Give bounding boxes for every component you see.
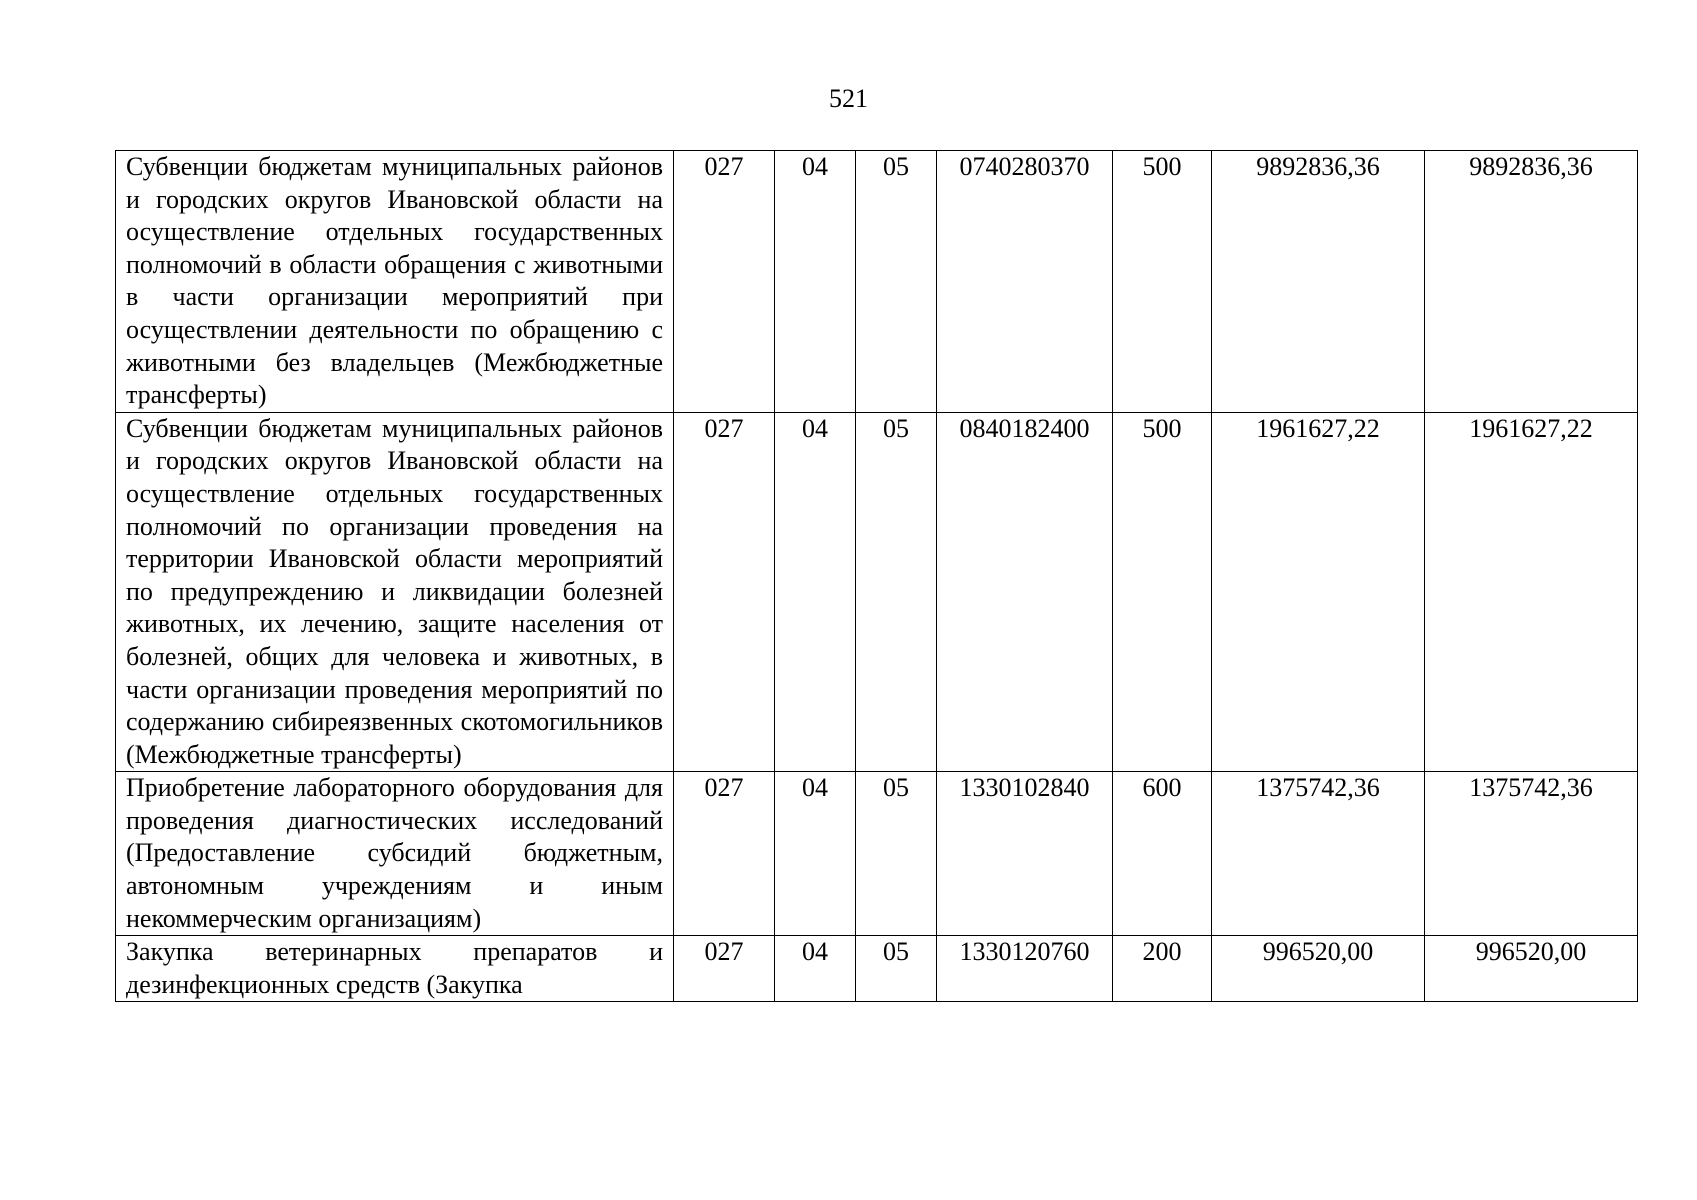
section-code: 04 [775, 772, 856, 936]
page-number: 521 [829, 84, 868, 113]
row-description: Приобретение лабораторного оборудования для проведения диагностических исследований (Предоставление субсидий бюджетным, автономным учреждениям и иным некоммерческим организациям) [116, 772, 674, 936]
section-code: 04 [775, 412, 856, 772]
amount-1: 1375742,36 [1212, 772, 1425, 936]
target-article-code: 0840182400 [937, 412, 1113, 772]
target-article-code: 1330102840 [937, 772, 1113, 936]
subsection-code: 05 [856, 772, 937, 936]
row-description: Закупка ветеринарных препаратов и дезинфекционных средств (Закупка [116, 936, 674, 1002]
subsection-code: 05 [856, 936, 937, 1002]
row-description: Субвенции бюджетам муниципальных районов и городских округов Ивановской области на осуществление отдельных государственных полномочий в области обращения с животными в части организации мероприятий при осуществлении деятельности по обращению с животными без владельцев (Межбюджетные трансферты) [116, 151, 674, 413]
ministry-code: 027 [674, 412, 775, 772]
expense-type-code: 500 [1113, 151, 1212, 413]
target-article-code: 1330120760 [937, 936, 1113, 1002]
table-row [116, 772, 1638, 936]
table-row [116, 936, 1638, 1002]
amount-2: 9892836,36 [1425, 151, 1638, 413]
section-code: 04 [775, 151, 856, 413]
subsection-code: 05 [856, 412, 937, 772]
ministry-code: 027 [674, 936, 775, 1002]
expense-type-code: 600 [1113, 772, 1212, 936]
subsection-code: 05 [856, 151, 937, 413]
amount-1: 996520,00 [1212, 936, 1425, 1002]
expense-type-code: 200 [1113, 936, 1212, 1002]
amount-1: 9892836,36 [1212, 151, 1425, 413]
table-row [116, 151, 1638, 413]
table-row [116, 412, 1638, 772]
expense-type-code: 500 [1113, 412, 1212, 772]
target-article-code: 0740280370 [937, 151, 1113, 413]
amount-2: 1961627,22 [1425, 412, 1638, 772]
section-code: 04 [775, 936, 856, 1002]
amount-2: 996520,00 [1425, 936, 1638, 1002]
amount-1: 1961627,22 [1212, 412, 1425, 772]
ministry-code: 027 [674, 772, 775, 936]
row-description: Субвенции бюджетам муниципальных районов и городских округов Ивановской области на осуществление отдельных государственных полномочий по организации проведения на территории Ивановской области мероприятий по предупреждению и ликвидации болезней животных, их лечению, защите населения от болезней, общих для человека и животных, в части организации проведения мероприятий по содержанию сибиреязвенных скотомогильников (Межбюджетные трансферты) [116, 412, 674, 772]
budget-table [115, 150, 1638, 1002]
amount-2: 1375742,36 [1425, 772, 1638, 936]
ministry-code: 027 [674, 151, 775, 413]
